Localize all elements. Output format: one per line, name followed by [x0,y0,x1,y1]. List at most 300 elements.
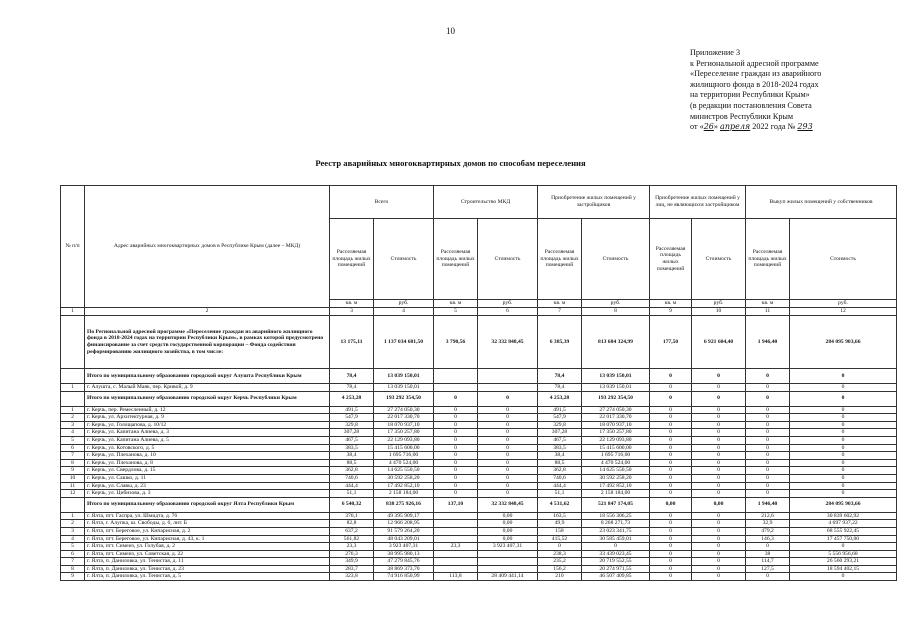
cell-cost: 22 017 330,70 [582,414,650,422]
cell-cost: 0 [692,421,746,429]
cell-cost: 0 [692,527,746,535]
header-group-construction: Строительство МКД [434,186,538,219]
cell-area: 0 [746,482,790,490]
table-row [61,543,897,551]
cell-area: 0 [746,452,790,460]
cell-cost: 0 [790,452,897,460]
header-row-column-numbers [61,308,897,316]
table-row [61,550,897,558]
col-number: 8 [582,308,650,316]
cell-area: 740,6 [330,474,374,482]
appendix-line: «Переселение граждан из аварийного [690,69,822,79]
cell-area: 82,8 [330,520,374,528]
cell-cost: 15 415 600,00 [582,444,650,452]
cell-cost: 3 923 407,31 [374,543,434,551]
cell-cost: 0 [478,414,538,422]
cell-area: 0 [746,369,790,384]
cell-cost: 0 [692,490,746,498]
cell-cost: 14 625 550,50 [582,467,650,475]
cell-cost [478,550,538,558]
cell-area: 177,50 [650,316,692,369]
cell-cost: 20 719 552,55 [582,558,650,566]
cell-area: 329,8 [330,421,374,429]
table-row [61,527,897,535]
cell-area: 0 [650,535,692,543]
cell-area: 4 531,62 [538,497,582,512]
row-number: 6 [61,550,85,558]
cell-area: 415,52 [538,535,582,543]
cell-cost: 68 555 922,45 [790,527,897,535]
cell-cost: 13 039 150,01 [374,384,434,392]
cell-area: 38,4 [538,452,582,460]
row-address: г. Керчь, ул. Голощапова, д. 10/12 [85,421,330,429]
cell-cost: 0 [692,391,746,406]
cell-cost: 22 129 093,80 [374,436,434,444]
col-number: 12 [790,308,897,316]
header-area: Расселяемая площадь жилых помещений [746,219,790,300]
table-row [61,436,897,444]
row-number: 7 [61,558,85,566]
cell-cost: 30 592 258,20 [582,474,650,482]
row-number: 9 [61,573,85,581]
cell-cost: 0 [790,436,897,444]
cell-cost: 6 921 604,40 [692,316,746,369]
cell-area: 0 [650,384,692,392]
cell-area: 0 [434,391,478,406]
col-number: 7 [538,308,582,316]
cell-area: 210 [538,573,582,581]
cell-cost: 0 [790,444,897,452]
registry-table-wrapper [60,185,896,581]
table-row [61,414,897,422]
cell-area: 0 [650,565,692,573]
col-number: 3 [330,308,374,316]
row-address: г. Ялта, п. Даниловка, ул. Тенистая, д. 5 [85,573,330,581]
row-number: 1 [61,384,85,392]
cell-cost: 2 158 184,00 [374,490,434,498]
header-cost: Стоимость [790,219,897,300]
row-number: 2 [61,414,85,422]
cell-cost: 0 [692,459,746,467]
row-number: 5 [61,543,85,551]
cell-cost: 0 [692,565,746,573]
cell-area: 51,1 [330,490,374,498]
cell-area: 6 385,39 [538,316,582,369]
cell-area: 78,4 [538,369,582,384]
cell-cost: 0 [692,550,746,558]
unit-cost: руб. [790,300,897,308]
cell-cost: 1 695 716,00 [374,452,434,460]
cell-cost: 0 [692,474,746,482]
cell-area: 158 [538,527,582,535]
cell-area: 113,8 [434,573,478,581]
cell-cost: 23 023 341,75 [582,527,650,535]
row-number: 2 [61,520,85,528]
cell-area: 13 175,11 [330,316,374,369]
header-address: Адрес аварийных многоквартирных домов в Республике Крым (далее – МКД) [85,186,330,308]
cell-cost: 0 [790,384,897,392]
date-mid: » [713,122,721,132]
row-address: г. Ялта, пгт. Береговое, ул. Кипарисная, д. 2 [85,527,330,535]
cell-cost: 13 039 150,01 [582,369,650,384]
row-address: Итого по муниципальному образованию городской округ Ялта Республики Крым [85,497,330,512]
cell-cost: 33 439 023,45 [582,550,650,558]
cell-area: 0 [434,421,478,429]
cell-area [434,520,478,528]
row-address: г. Керчь, ул. Плеханова, д. 10 [85,452,330,460]
cell-area: 383,5 [538,444,582,452]
cell-cost: 0 [692,512,746,520]
cell-area: 1 946,40 [746,497,790,512]
cell-cost: 0 [478,474,538,482]
cell-cost: 0 [790,459,897,467]
cell-area: 0 [434,444,478,452]
cell-area: 0 [650,414,692,422]
row-number: 8 [61,459,85,467]
table-row [61,444,897,452]
cell-area: 444,4 [538,482,582,490]
cell-area [434,384,478,392]
date-year: 2022 года № [750,122,798,132]
table-total-row [61,497,897,512]
cell-cost: 0 [692,369,746,384]
cell-area: 146,3 [746,535,790,543]
cell-area: 0 [746,414,790,422]
cell-area: 740,6 [538,474,582,482]
cell-cost: 0,00 [478,512,538,520]
cell-area: 307,28 [330,429,374,437]
row-address: г. Ялта, пгт. Береговое, ул. Кипарисная, д. 43, к. 1 [85,535,330,543]
cell-area: 0 [746,459,790,467]
table-row [61,558,897,566]
cell-cost: 0 [692,467,746,475]
header-area: Расселяемая площадь жилых помещений [330,219,374,300]
cell-area: 0 [650,512,692,520]
cell-cost: 1 137 034 681,50 [374,316,434,369]
row-number: 3 [61,421,85,429]
appendix-line: на территории Республики Крым» [690,90,810,100]
cell-cost: 0 [692,384,746,392]
cell-cost: 32 332 848,45 [478,497,538,512]
row-number: 3 [61,527,85,535]
cell-cost: 4 470 524,00 [374,459,434,467]
cell-area: 0 [650,429,692,437]
cell-cost: 0,00 [478,520,538,528]
header-group-non-developers: Приобретение жилых помещений у лиц, не являющихся застройщиком [650,186,746,219]
date-prefix: от « [690,122,704,132]
registry-table [60,185,897,581]
cell-cost: 2 158 184,00 [582,490,650,498]
cell-area: 547,9 [330,414,374,422]
row-number: 5 [61,436,85,444]
cell-cost: 20 274 971,55 [582,565,650,573]
cell-area: 0 [650,444,692,452]
cell-cost: 17 492 852,10 [374,482,434,490]
row-address: г. Керчь, ул. Свердлова, д. 15 [85,467,330,475]
cell-area: 32,9 [746,520,790,528]
cell-area: 0 [746,436,790,444]
cell-cost: 0 [790,421,897,429]
cell-area: 23,3 [434,543,478,551]
cell-cost: 0 [692,573,746,581]
cell-area: 0 [650,369,692,384]
date-day-handwritten: 26 [703,122,714,132]
cell-cost: 0 [790,414,897,422]
header-area: Расселяемая площадь жилых помещений [434,219,478,300]
cell-area: 38,4 [330,452,374,460]
row-address: г. Ялта, г. Алупка, ш. Свободы, д. 6, лит. Б [85,520,330,528]
header-group-buyout: Выкуп жилых помещений у собственников [746,186,897,219]
cell-area: 78,4 [330,369,374,384]
cell-area: 362,8 [330,467,374,475]
cell-cost: 0 [790,490,897,498]
cell-area: 307,28 [538,429,582,437]
cell-cost: 0 [692,482,746,490]
cell-cost: 91 579 264,20 [374,527,434,535]
appendix-line: Приложение 3 [690,48,741,57]
cell-cost: 4 470 524,00 [582,459,650,467]
cell-cost: 17 457 750,00 [790,535,897,543]
cell-cost: 17 350 257,80 [374,429,434,437]
cell-area [434,565,478,573]
cell-cost: 0 [478,452,538,460]
cell-area: 383,5 [330,444,374,452]
cell-area: 283,7 [330,565,374,573]
cell-cost: 0 [790,482,897,490]
cell-area: 0 [650,527,692,535]
cell-area: 0 [434,482,478,490]
unit-cost: руб. [582,300,650,308]
cell-area: 0 [650,391,692,406]
cell-cost: 46 507 409,85 [582,573,650,581]
cell-area: 1 946,40 [746,316,790,369]
appendix-line: к Региональной адресной программе [690,58,819,68]
unit-area: кв. м [434,300,478,308]
cell-area [434,527,478,535]
cell-area: 0 [434,467,478,475]
cell-area: 0 [746,429,790,437]
header-group-developers: Приобретение жилых помещений у застройщиков [538,186,650,219]
table-row [61,429,897,437]
cell-area: 0 [650,467,692,475]
table-row [61,512,897,520]
row-address: г. Керчь, ул. Капитана Алиева, д. 3 [85,429,330,437]
page-number: 10 [446,26,455,36]
cell-cost: 5 556 956,68 [790,550,897,558]
cell-cost: 1 695 716,00 [582,452,650,460]
table-row [61,452,897,460]
cell-area: 0 [650,490,692,498]
cell-area: 444,4 [330,482,374,490]
cell-cost [478,384,538,392]
table-row [61,535,897,543]
cell-cost: 193 292 354,50 [582,391,650,406]
row-number: 4 [61,429,85,437]
row-address: г. Ялта, пгт. Симеиз, ул. Голубая, д. 2 [85,543,330,551]
cell-area: 362,8 [538,467,582,475]
cell-cost: 0 [478,482,538,490]
cell-area: 0 [434,490,478,498]
cell-area: 212,6 [746,512,790,520]
cell-area: 0 [650,558,692,566]
cell-cost: 0 [692,436,746,444]
col-number: 2 [85,308,330,316]
unit-cost: руб. [692,300,746,308]
table-total-row [61,316,897,369]
cell-cost: 521 847 174,05 [582,497,650,512]
cell-cost: 27 274 050,30 [582,406,650,414]
cell-area: 0 [650,406,692,414]
cell-area: 0 [434,414,478,422]
cell-cost: 0 [692,444,746,452]
cell-area: 0 [434,459,478,467]
cell-cost: 13 039 150,01 [374,369,434,384]
cell-cost: 26 560 293,21 [790,558,897,566]
row-number: 11 [61,482,85,490]
table-row [61,406,897,414]
cell-area: 235,2 [538,558,582,566]
row-number [61,391,85,406]
appendix-line: министров Республики Крым [690,111,794,121]
cell-cost: 22 129 093,80 [582,436,650,444]
appendix-line: жилищного фонда в 2018-2024 годах [690,79,819,89]
cell-area: 323,8 [330,573,374,581]
header-row-groups [61,186,897,219]
table-body [61,316,897,581]
cell-cost [478,369,538,384]
cell-cost: 0 [692,414,746,422]
cell-area: 38 [746,550,790,558]
row-address: г. Керчь, ул. Славы, д. 23 [85,482,330,490]
header-num: № п/п [61,186,85,308]
cell-area: 88,5 [538,459,582,467]
cell-area: 156,2 [538,565,582,573]
col-number: 4 [374,308,434,316]
table-row [61,573,897,581]
cell-area [434,558,478,566]
cell-area: 0 [650,550,692,558]
cell-area: 0 [434,429,478,437]
cell-area: 0 [746,490,790,498]
cell-area: 0 [746,573,790,581]
document-title: Реестр аварийных многоквартирных домов по способам переселения [315,158,586,168]
col-number: 9 [650,308,692,316]
cell-area: 0 [538,543,582,551]
cell-area: 127,5 [746,565,790,573]
cell-area: 467,5 [330,436,374,444]
cell-cost: 15 415 600,00 [374,444,434,452]
cell-cost: 0 [478,467,538,475]
cell-area: 467,5 [538,436,582,444]
unit-area: кв. м [650,300,692,308]
cell-area: 163,5 [538,512,582,520]
appendix-date-line [690,122,895,133]
row-address: г. Керчь, ул. Цибизова, д. 3 [85,490,330,498]
cell-area: 0 [650,436,692,444]
row-address: г. Керчь, ул. Котовского, д. 5 [85,444,330,452]
cell-cost: 27 274 050,30 [374,406,434,414]
cell-area [434,512,478,520]
date-month-handwritten: апреля [720,122,751,132]
cell-cost: 28 409 441,14 [478,573,538,581]
row-number: 9 [61,467,85,475]
table-row [61,421,897,429]
cell-area: 491,5 [538,406,582,414]
cell-area: 0 [650,452,692,460]
cell-area: 0 [434,474,478,482]
cell-area: 6 540,32 [330,497,374,512]
cell-area: 479,2 [746,527,790,535]
cell-area: 547,9 [538,414,582,422]
cell-cost: 0 [790,369,897,384]
cell-cost: 18 070 937,10 [374,421,434,429]
row-number: 1 [61,406,85,414]
row-address: Итого по муниципальному образованию городской округ Керчь Республики Крым [85,391,330,406]
header-cost: Стоимость [374,219,434,300]
cell-area: 0 [650,543,692,551]
cell-cost: 38 995 980,13 [374,550,434,558]
table-row [61,384,897,392]
cell-cost: 32 332 848,45 [478,316,538,369]
cell-area: 114,7 [746,558,790,566]
unit-area: кв. м [538,300,582,308]
cell-cost: 0 [790,406,897,414]
cell-cost: 48 043 209,01 [374,535,434,543]
cell-cost: 49 395 909,17 [374,512,434,520]
date-number-handwritten: 293 [797,122,813,132]
table-total-row [61,369,897,384]
row-address: г. Керчь, пер. Ремесленный, д. 12 [85,406,330,414]
cell-cost: 0,00 [692,497,746,512]
cell-area: 78,4 [330,384,374,392]
cell-cost: 0,00 [478,535,538,543]
cell-cost: 13 039 150,01 [582,384,650,392]
table-row [61,474,897,482]
row-address: г. Керчь, ул. Плеханова, д. 8 [85,459,330,467]
cell-cost: 838 275 926,16 [374,497,434,512]
header-cost: Стоимость [582,219,650,300]
table-row [61,482,897,490]
cell-area: 491,5 [330,406,374,414]
cell-cost: 284 095 903,66 [790,497,897,512]
cell-cost: 0 [692,406,746,414]
cell-area: 78,4 [538,384,582,392]
row-address: г. Ялта, пгт. Гаспра, ул. Шмидта, д. 76 [85,512,330,520]
cell-cost: 4 697 937,22 [790,520,897,528]
cell-area: 276,3 [330,550,374,558]
table-row [61,520,897,528]
cell-cost: 8 268 271,73 [582,520,650,528]
header-area: Расселяемая площадь жилых помещений [650,219,692,300]
row-number: 7 [61,452,85,460]
cell-area: 349,9 [330,558,374,566]
cell-cost: 0 [692,452,746,460]
cell-area: 3 790,56 [434,316,478,369]
cell-cost: 17 350 257,80 [582,429,650,437]
row-address: г. Ялта, пгт. Симеиз, ул. Советская, д. 22 [85,550,330,558]
cell-area: 0 [650,459,692,467]
cell-cost: 38 869 373,70 [374,565,434,573]
row-number: 12 [61,490,85,498]
row-address: Итого по муниципальному образованию городской округ Алушта Республики Крым [85,369,330,384]
table-row [61,459,897,467]
cell-area: 0 [746,384,790,392]
cell-cost: 22 017 330,70 [374,414,434,422]
cell-cost: 0 [692,429,746,437]
cell-area: 4 253,28 [330,391,374,406]
cell-cost: 284 095 903,66 [790,316,897,369]
cell-cost: 813 684 324,99 [582,316,650,369]
